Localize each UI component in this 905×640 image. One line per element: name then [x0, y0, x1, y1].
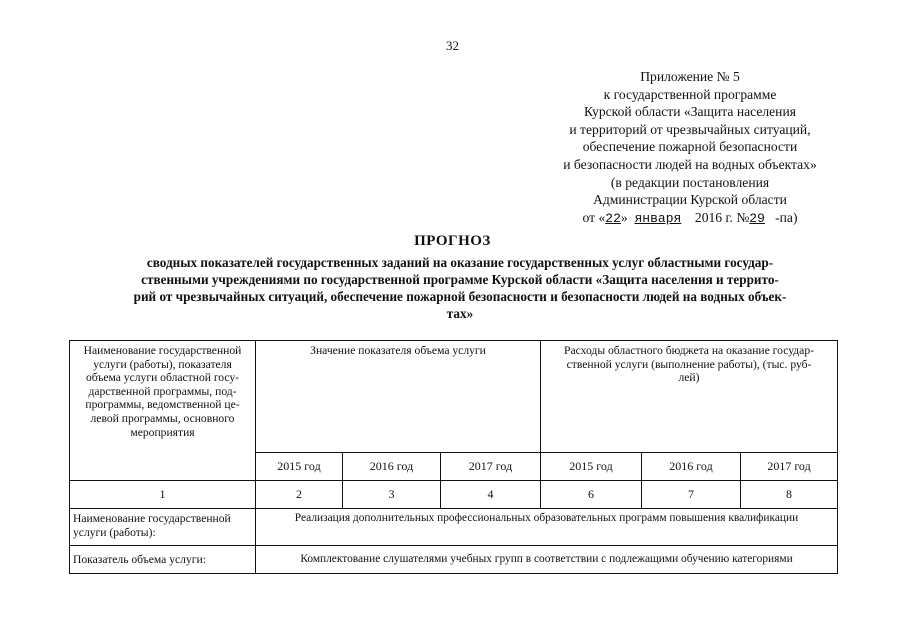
table-row	[70, 546, 838, 574]
appendix-line: Приложение № 5	[640, 69, 740, 84]
year-cell: 2015 год	[256, 453, 343, 481]
column-number: 4	[441, 481, 541, 509]
year-cell: 2016 год	[343, 453, 441, 481]
row-label	[70, 509, 256, 546]
appendix-line: Курской области «Защита населения	[584, 104, 796, 120]
year-cell: 2017 год	[441, 453, 541, 481]
column-number: 2	[256, 481, 343, 509]
year-cell: 2015 год	[541, 453, 642, 481]
header-text-line: ственной услуги (выполнение работы), (тыс. руб-	[566, 357, 812, 371]
header-text-line: услуги (работы), показателя	[93, 357, 232, 371]
table-row	[70, 509, 838, 546]
header-text-line: мероприятия	[130, 425, 195, 439]
header-text-line: программы, ведомственной це-	[85, 398, 240, 412]
appendix-line: и безопасности людей на водных объектах»	[563, 156, 817, 172]
header-text-line: левой программы, основного	[90, 411, 235, 425]
header-volume-value: Значение показателя объема услуги	[256, 341, 541, 453]
header-text-line: Наименование государственной	[83, 344, 242, 357]
document-title: ПРОГНОЗ	[414, 233, 491, 249]
date-suffix: -па)	[775, 209, 798, 225]
row-value: Реализация дополнительных профессиональных образовательных программ повышения квалификации	[256, 509, 838, 546]
year-cell: 2016 год	[642, 453, 741, 481]
column-number: 6	[541, 481, 642, 509]
row-label-line: Наименование государственной	[73, 512, 231, 525]
column-number: 3	[343, 481, 441, 509]
appendix-line: (в редакции постановления	[610, 174, 770, 190]
header-text-line: Расходы областного бюджета на оказание государ-	[564, 344, 814, 357]
forecast-table	[69, 340, 838, 574]
subtitle-line: сводных показателей государственных заданий на оказание государственных услуг областными государ-	[146, 255, 774, 270]
subtitle-line: ственными учреждениями по государственной программе Курской области «Защита населения и террито-	[141, 272, 779, 287]
date-number: 29	[749, 210, 765, 226]
header-text-line: дарственной программы, под-	[88, 384, 237, 398]
header-text-line: объема услуги областной госу-	[85, 371, 240, 385]
date-month: января	[634, 210, 682, 226]
appendix-line: и территорий от чрезвычайных ситуаций,	[569, 121, 811, 137]
page-number: 32	[446, 38, 459, 53]
year-cell: 2017 год	[741, 453, 838, 481]
row-label	[70, 546, 256, 574]
column-number: 8	[741, 481, 838, 509]
header-text-line: лей)	[678, 371, 700, 385]
date-prefix: от «	[582, 209, 606, 225]
table-header-row	[70, 341, 838, 453]
column-number: 1	[70, 481, 256, 509]
date-day: 22	[605, 210, 621, 226]
appendix-line: обеспечение пожарной безопасности	[582, 139, 798, 155]
header-budget-expenses	[541, 341, 838, 453]
row-label-line: услуги (работы):	[73, 525, 156, 539]
appendix-date-line	[540, 209, 840, 228]
appendix-line: Администрации Курской области	[593, 192, 787, 208]
row-value: Комплектование слушателями учебных групп в соответствии с подлежащими обучению категориями	[256, 546, 838, 574]
date-year: 2016 г. №	[694, 209, 750, 225]
column-number: 7	[642, 481, 741, 509]
table-numbers-row	[70, 481, 838, 509]
subtitle-line: тах»	[446, 306, 474, 321]
document-subtitle	[90, 254, 830, 322]
date-mid: »	[620, 209, 628, 225]
row-label-line: Показатель объема услуги:	[73, 552, 206, 566]
subtitle-line: рий от чрезвычайных ситуаций, обеспечение пожарной безопасности и безопасности людей на водных объек-	[133, 289, 787, 304]
appendix-line: к государственной программе	[603, 86, 777, 102]
appendix-block	[540, 68, 840, 227]
header-service-name	[70, 341, 256, 481]
